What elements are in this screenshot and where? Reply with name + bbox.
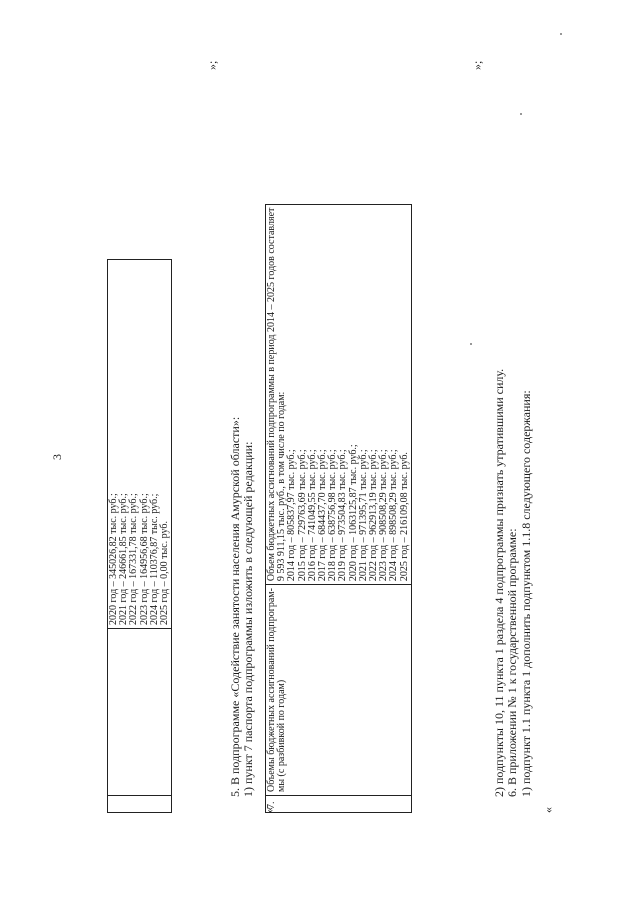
year-line: 2022 год – 167331,78 тыс. руб.; — [128, 493, 140, 625]
table-cell-values — [108, 260, 172, 629]
total-line: Объем бюджетных ассигнований подпрограммы в период 2014 – 2025 годов составляет — [266, 207, 277, 582]
year-line: 2025 год – 0,00 тыс. руб. — [159, 520, 171, 625]
year-line: 2020 год – 1063125,87 тыс. руб.; — [347, 444, 359, 582]
year-line: 2014 год – 805837,97 тыс. руб.; — [286, 449, 298, 582]
table-cell-label — [108, 629, 172, 796]
scan-speck — [520, 113, 522, 115]
section-5-heading: 5. В подпрограмме «Содействие занятости населения Амурской области»: — [228, 416, 242, 797]
table-row — [266, 204, 412, 812]
year-line: 2016 год – 741049,55 тыс. руб.; — [306, 449, 318, 582]
year-line: 2021 год – 971395,71 тыс. руб.; — [357, 449, 369, 582]
point-1-text: 1) подпункт 1.1 пункта 1 дополнить подпунктом 1.1.8 следующего содержания: — [519, 390, 533, 797]
opening-quote: « — [262, 807, 276, 813]
table-cell-values — [266, 204, 412, 585]
label-line: мы (с разбивкой по годам) — [276, 679, 288, 792]
opening-quote: « — [541, 807, 555, 813]
closing-quote: »; — [205, 60, 219, 70]
label-line: Объемы бюджетных ассигнований подпрограм- — [266, 588, 277, 792]
point-2-text: 2) подпункты 10, 11 пункта 1 раздела 4 подпрограммы признать утратившими силу. — [492, 368, 506, 797]
year-line: 2022 год – 962913,19 тыс. руб.; — [368, 449, 380, 582]
scan-speck — [470, 343, 472, 345]
funding-table-item-7 — [265, 204, 412, 813]
table-row — [108, 260, 172, 813]
table-cell-number — [108, 796, 172, 813]
funding-table-continuation — [107, 259, 172, 813]
year-line: 2025 год – 216109,08 тыс. руб. — [398, 452, 410, 582]
table-cell-number: 7. — [266, 796, 412, 813]
year-line: 2023 год – 908508,29 тыс. руб.; — [378, 449, 390, 582]
year-line: 2024 год – 110376,87 тыс. руб.; — [148, 493, 160, 625]
year-line: 2021 год – 246661,85 тыс. руб.; — [118, 493, 130, 625]
closing-quote: »; — [470, 60, 484, 70]
year-line: 2017 год – 684437,70 тыс. руб.; — [317, 449, 329, 582]
year-line: 2018 год – 638756,98 тыс. руб.; — [327, 449, 339, 582]
scan-speck — [560, 33, 562, 35]
year-line: 2019 год – 973504,83 тыс. руб.; — [337, 449, 349, 582]
year-line: 2015 год – 729763,69 тыс. руб.; — [296, 449, 308, 582]
year-line: 2020 год – 345026,82 тыс. руб.; — [108, 493, 119, 625]
year-line: 2023 год – 164956,68 тыс. руб.; — [138, 493, 150, 625]
section-6-heading: 6. В приложении № 1 к государственной программе: — [505, 528, 519, 797]
page-number: 3 — [50, 454, 64, 460]
year-line: 2024 год – 898508,29 тыс. руб.; — [388, 449, 400, 582]
table-cell-label — [266, 585, 412, 796]
total-line: 9 593 911,15 тыс. руб., в том числе по годам: — [276, 391, 288, 582]
point-1-text: 1) пункт 7 паспорта подпрограммы изложить в следующей редакции: — [241, 441, 255, 797]
